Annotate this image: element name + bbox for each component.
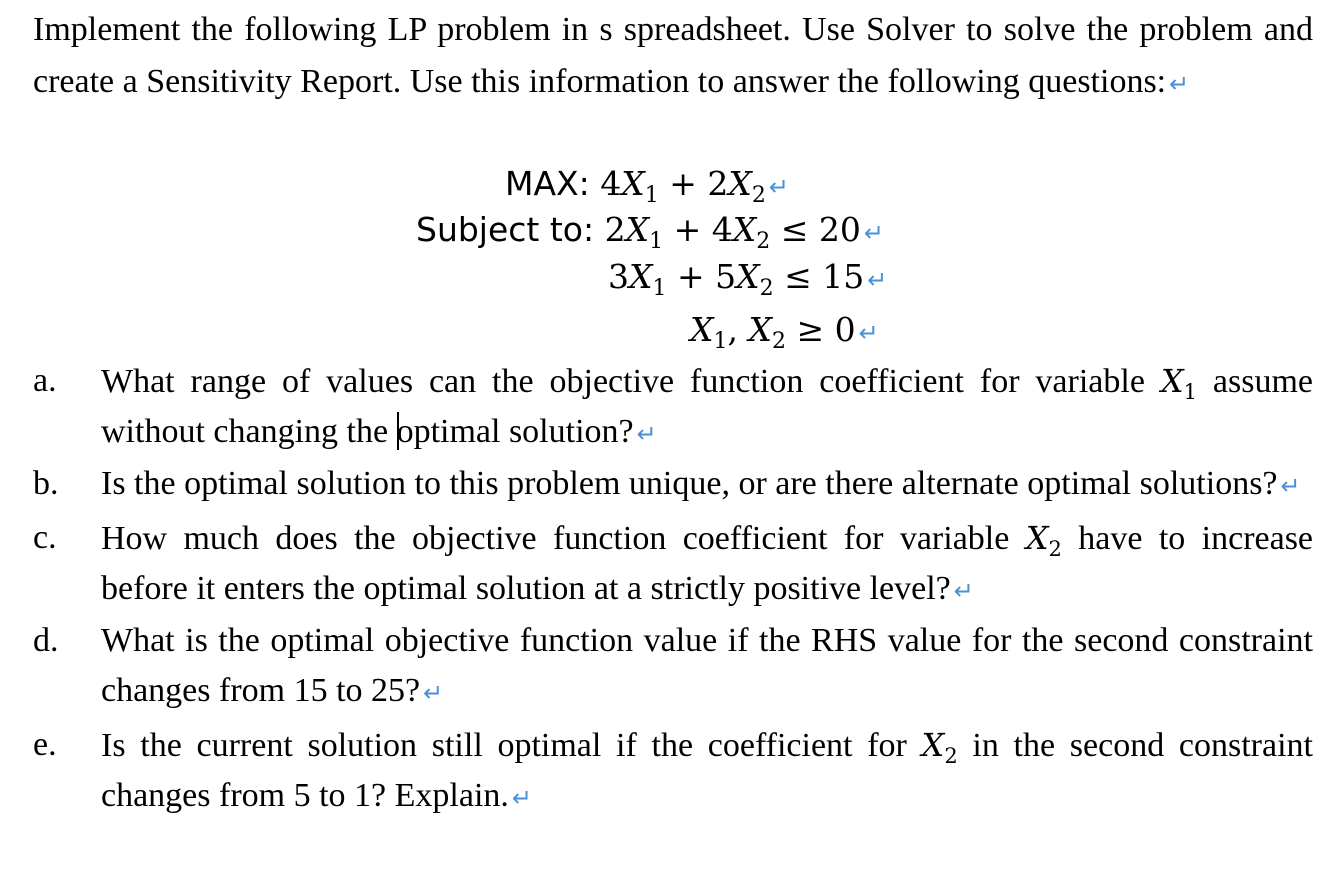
variable-x1: $X_1$ xyxy=(1160,362,1197,404)
paragraph-mark-icon: ↵ xyxy=(511,784,532,812)
question-e xyxy=(33,720,1313,823)
question-c xyxy=(33,513,1313,616)
question-b xyxy=(33,459,1313,511)
question-text: Is the optimal solution to this problem unique, or are there alternate optimal solutions? xyxy=(101,465,1278,502)
paragraph-mark-icon: ↵ xyxy=(1280,472,1301,500)
question-d xyxy=(33,616,1313,718)
constraints-label: Subject to: xyxy=(416,210,595,249)
paragraph-mark-icon: ↵ xyxy=(636,420,657,448)
question-text: How much does the objective function coefficient for variable xyxy=(101,520,1010,557)
question-text-end: optimal solution? xyxy=(396,413,634,450)
question-text: What range of values can the objective function coefficient for variable xyxy=(101,363,1145,400)
objective-label: MAX: xyxy=(505,164,590,203)
variable-x2: $X_2$ xyxy=(921,726,958,768)
question-letter: e. xyxy=(33,726,57,763)
constraint-2-line: $3X_1 + 5X_2 \le 15$ ↵ xyxy=(608,257,888,301)
question-text-cont: in the second constraint changes from 5 to 1? Explain. xyxy=(101,727,1313,814)
paragraph-mark-icon: ↵ xyxy=(768,173,790,201)
question-text: What is the optimal objective function value if the RHS value for the second constraint changes from 15 to 25? xyxy=(101,622,1313,709)
question-letter: b. xyxy=(33,465,59,502)
question-text-cont: assume without changing the xyxy=(101,363,1314,450)
question-text-cont: have to increase before it enters the optimal solution at a strictly positive level? xyxy=(101,520,1314,607)
question-text: Is the current solution still optimal if the coefficient for xyxy=(101,727,907,764)
question-letter: d. xyxy=(33,622,59,659)
nonnegativity-line: $X_1$, $X_2 \ge 0$ ↵ xyxy=(690,310,879,354)
intro-paragraph xyxy=(33,0,1313,110)
question-a xyxy=(33,356,1313,459)
paragraph-mark-icon: ↵ xyxy=(858,319,879,347)
variable-x2: $X_2$ xyxy=(1025,519,1062,561)
paragraph-mark-icon: ↵ xyxy=(867,266,888,294)
paragraph-mark-icon: ↵ xyxy=(1169,70,1190,98)
question-letter: c. xyxy=(33,519,57,556)
intro-text: Implement the following LP problem in s spreadsheet. Use Solver to solve the problem and create a Sensitivity Report. Use this information to answer the following questions: xyxy=(33,11,1313,100)
objective-line: MAX: $4X_1 + 2X_2$ ↵ xyxy=(505,164,790,208)
question-letter: a. xyxy=(33,362,57,399)
paragraph-mark-icon: ↵ xyxy=(423,679,444,707)
question-list xyxy=(33,356,1313,823)
constraint-1-line: Subject to: $2X_1 + 4X_2 \le 20$ ↵ xyxy=(416,210,884,254)
paragraph-mark-icon: ↵ xyxy=(953,577,974,605)
document-page xyxy=(33,0,1314,814)
paragraph-mark-icon: ↵ xyxy=(863,219,884,247)
